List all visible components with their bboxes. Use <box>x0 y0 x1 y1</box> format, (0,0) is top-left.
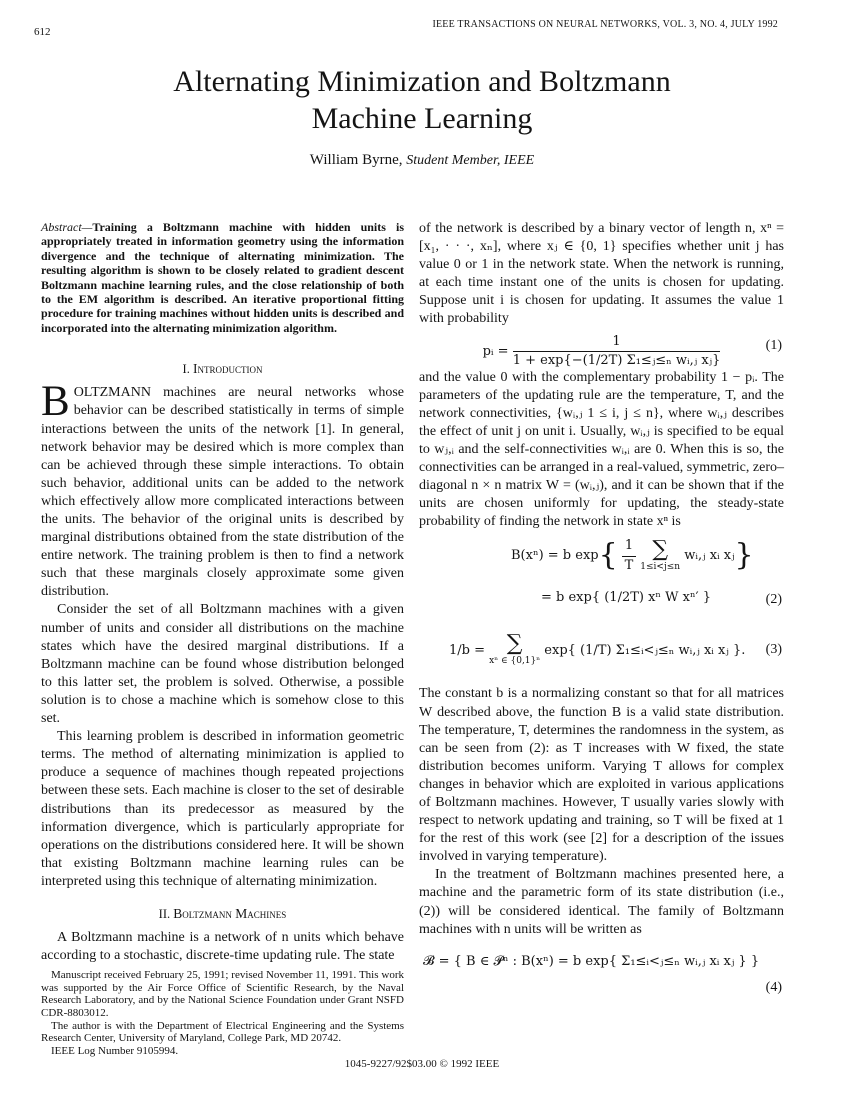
right-paragraph-3: The constant b is a normalizing constant so that for all matrices W described above, the function B is a valid state distribution. The temperature, T, determines the randomness in the system, as can be seen from (2): as T increases with W fixed, the state distribution becomes uniform. Varying T allows for complex changes in behavior which are exploited in various applications of Boltzmann machines. However, T usually varies slowly with respect to network updating and training, so T will be fixed at 1 for the rest of this work (see [2] for a description of the issues involved in varying temperature). <box>419 686 784 865</box>
section-2-number: II. <box>158 906 171 921</box>
eq2-term: wᵢ,ⱼ xᵢ xⱼ <box>684 548 735 564</box>
title-line-2: Machine Learning <box>311 102 533 135</box>
equation-2-line-2 <box>419 583 784 623</box>
eq4-body: 𝓑 = { B ∈ 𝓟ⁿ : B(xⁿ) = b exp{ Σ₁≤ᵢ<ⱼ≤ₙ wᵢ,ⱼ xᵢ xⱼ } } <box>423 953 760 969</box>
section-1-title: Introduction <box>192 361 263 377</box>
author-role: Student Member, IEEE <box>406 153 535 168</box>
eq2-lhs: B(xⁿ) = b exp <box>511 548 599 564</box>
eq2-frac-den: T <box>624 557 634 573</box>
right-column <box>419 220 784 1001</box>
copyright-line: 1045-9227/92$03.00 © 1992 IEEE <box>344 1058 500 1070</box>
footnotes <box>41 969 404 1057</box>
eq2-label: (2) <box>765 592 782 608</box>
paper-title <box>0 63 844 137</box>
intro-paragraph-2: Consider the set of all Boltzmann machines with a given number of units and consider all distributions on the machine states which have the desired marginal distributions. If a Boltzmann machine can be found whose distribution belonged to this latter set, the problem is solved. Otherwise, a possible solution is to chose a machine which is somehow close to this set. <box>41 602 404 727</box>
right-paragraph-2: and the value 0 with the complementary probability 1 − pᵢ. The parameters of the updating rule are the temperature, T, and the network connectivities, {wᵢ,ⱼ 1 ≤ i, j ≤ n}, where wᵢ,ⱼ describes the effect of unit j on unit i. Usually, wᵢ,ⱼ is specified to be equal to wⱼ,ᵢ and the self-connectivities wᵢ,ᵢ are 0. When this is so, the connectivities can be arranged in a real-valued, symmetric, zero–diagonal n × n matrix W = (wᵢ,ⱼ), and it can be shown that if the units are chosen uniformly for updating, the steady-state probability of finding the network in state xⁿ is <box>419 369 784 530</box>
title-line-1: Alternating Minimization and Boltzmann <box>173 65 671 98</box>
abstract <box>41 220 404 335</box>
eq2-frac-num: 1 <box>622 537 636 556</box>
intro-paragraph-3: This learning problem is described in information geometric terms. The method of alternating minimization is applied to produce a sequence of machines though repeated projections between these sets. Each machine is closer to the set of desirable distributions than its predecessor as measured by the information divergence, which is particularly appropriate for operations on the distributions considered here. It will be shown that existing Boltzmann machine learning rules can be interpreted using this technique of alternating minimization. <box>41 729 404 889</box>
eq1-lhs: pᵢ = <box>482 343 509 359</box>
running-header: IEEE TRANSACTIONS ON NEURAL NETWORKS, VOL. 3, NO. 4, JULY 1992 <box>432 19 778 30</box>
section-1-number: I. <box>182 362 190 377</box>
abstract-label: Abstract— <box>41 220 93 234</box>
eq1-numerator: 1 <box>513 333 721 352</box>
eq1-label: (1) <box>765 337 782 353</box>
author-line <box>0 152 844 169</box>
page-number: 612 <box>34 26 51 38</box>
intro-paragraph-1-text: OLTZMANN machines are neural networks whose behavior can be described statistically in terms of simple interactions between the units of the network [1]. In general, network behavior may be desired which is more complex than can be achieved through these simple interactions. To obtain such behavior, additional units can be added to the network which effectively allow more complicated interactions between the units. The behavior of the original units is described by marginal distributions obtained from the state distribution of the entire network. The training problem is then to find a network such that these marginals closely approximate some given distribution. <box>41 385 404 600</box>
author-name: William Byrne, <box>309 152 403 168</box>
eq3-inner: exp{ (1/T) Σ₁≤ᵢ<ⱼ≤ₙ wᵢ,ⱼ xᵢ xⱼ }. <box>544 643 746 659</box>
equation-3: 1/b = ∑ xⁿ ∈ {0,1}ⁿ exp{ (1/T) Σ₁≤ᵢ<ⱼ≤ₙ wᵢ,ⱼ xᵢ xⱼ }. (3) <box>449 631 782 667</box>
left-column <box>41 220 404 1057</box>
equation-4 <box>419 945 784 1001</box>
eq2-line-2: = b exp{ (1/2T) xⁿ W xⁿ′ } <box>541 590 711 606</box>
eq3-lhs: 1/b = <box>449 643 485 659</box>
section-2-heading <box>41 905 404 923</box>
footnote-affiliation: The author is with the Department of Electrical Engineering and the Systems Research Center, University of Maryland, College Park, MD 20742. <box>41 1019 404 1045</box>
right-paragraph-1: of the network is described by a binary vector of length n, xⁿ = [x₁, · · ·, xₙ], where xⱼ ∈ {0, 1} specifies whether unit j has value 0 or 1 in the network state. When the network is running, at each time instant one of the units is chosen for updating. Suppose unit i is chosen for updating. It assumes the value 1 with probability <box>419 221 784 327</box>
intro-paragraph-1 <box>41 378 404 601</box>
eq3-sum-limits: xⁿ ∈ {0,1}ⁿ <box>489 656 541 667</box>
abstract-text: Training a Boltzmann machine with hidden units is appropriately treated in information geometry using the information divergence and the technique of alternating minimization. The resulting algorithm is shown to be closely related to gradient descent Boltzmann machine learning rules, and the close relationship of both to the EM algorithm is described. An iterative proportional fitting procedure for training machines without hidden units is described and incorporated into the alternating minimization algorithm. <box>41 220 404 335</box>
right-paragraph-4: In the treatment of Boltzmann machines presented here, a machine and the parametric form of its state distribution (i.e., (2)) will be considered identical. The family of Boltzmann machines with n units will be written as <box>419 867 784 937</box>
section-2-paragraph-1: A Boltzmann machine is a network of n units which behave according to a stochastic, discrete-time updating rule. The state <box>41 930 404 964</box>
eq3-label: (3) <box>765 642 782 658</box>
section-2-title: Boltzmann Machines <box>173 905 287 921</box>
equation-2-line-1: B(xⁿ) = b exp{ $\frac{1}{T}$ ∑ 1≤i<j≤n wᵢ,ⱼ xᵢ xⱼ} <box>511 536 754 573</box>
eq1-denominator: 1 + exp{−(1/2T) Σ₁≤ⱼ≤ₙ wᵢ,ⱼ xⱼ} <box>512 352 721 368</box>
drop-cap: B <box>41 378 70 426</box>
eq2-sum-limits: 1≤i<j≤n <box>640 561 681 572</box>
eq4-label: (4) <box>765 979 782 995</box>
footnote-manuscript: Manuscript received February 25, 1991; revised November 11, 1991. This work was supported by the Air Force Office of Scientific Research, by the Naval Research Laboratory, and by the National Science Foundation under Grant NSFD CDR-8803012. <box>41 969 404 1020</box>
footnote-log-number: IEEE Log Number 9105994. <box>51 1044 179 1057</box>
equation-1 <box>419 329 784 369</box>
section-1-heading <box>41 360 404 378</box>
